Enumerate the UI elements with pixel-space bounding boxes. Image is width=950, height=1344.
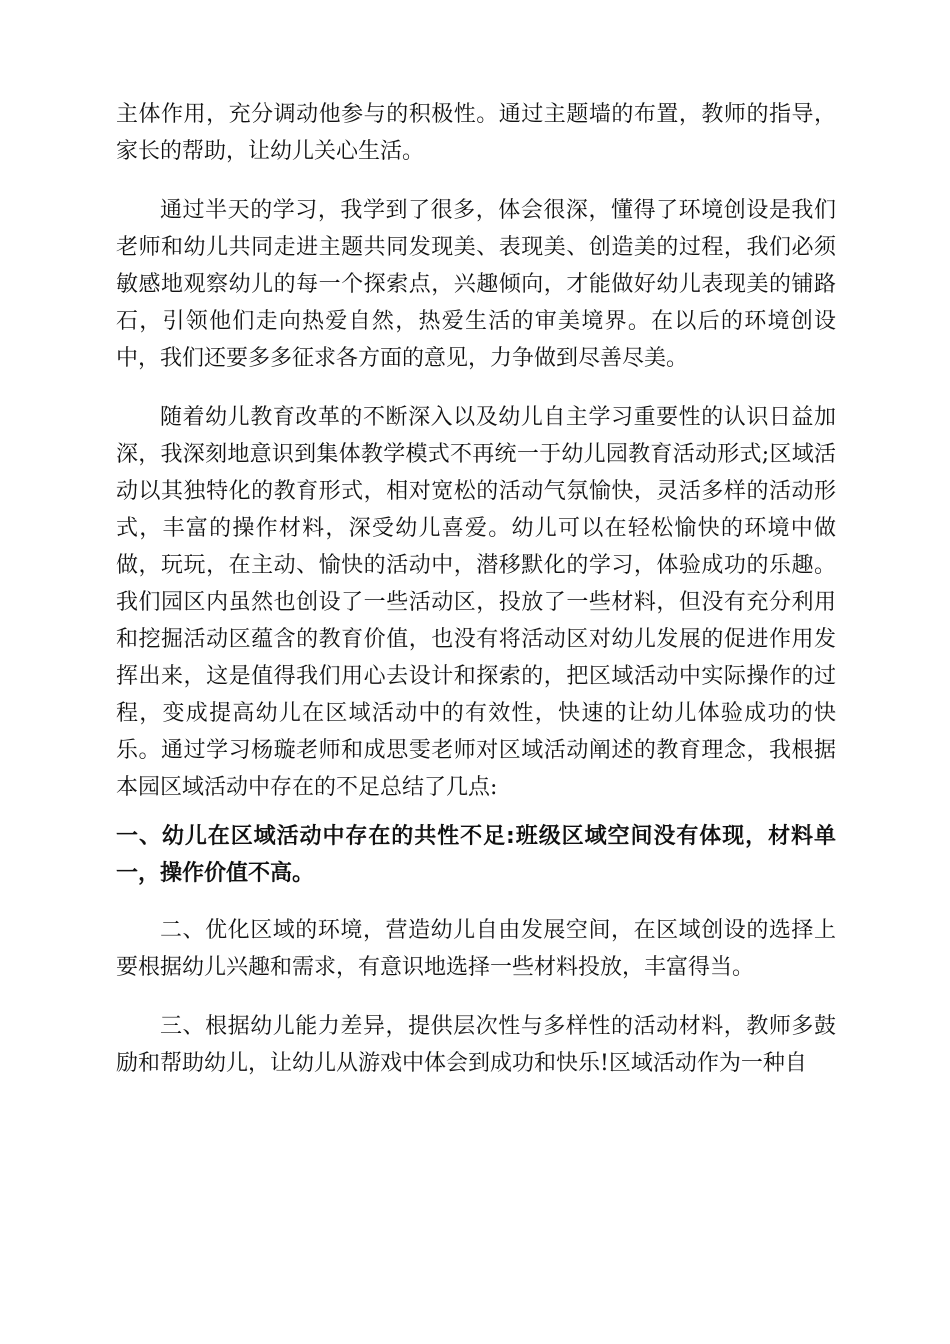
paragraph-section-2: 二、优化区域的环境，营造幼儿自由发展空间，在区域创设的选择上要根据幼儿兴趣和需求，有意识地选择一些材料投放，丰富得当。	[116, 918, 836, 980]
document-page	[116, 96, 836, 1082]
section-heading-1: 一、幼儿在区域活动中存在的共性不足:班级区域空间没有体现，材料单一，操作价值不高。	[116, 824, 836, 886]
paragraph-section-3: 三、根据幼儿能力差异，提供层次性与多样性的活动材料，教师多鼓励和帮助幼儿，让幼儿从游戏中体会到成功和快乐!区域活动作为一种自	[116, 1014, 836, 1076]
paragraph-1: 主体作用，充分调动他参与的积极性。通过主题墙的布置，教师的指导，家长的帮助，让幼儿关心生活。	[116, 102, 836, 164]
paragraph-2: 通过半天的学习，我学到了很多，体会很深，懂得了环境创设是我们老师和幼儿共同走进主题共同发现美、表现美、创造美的过程，我们必须敏感地观察幼儿的每一个探索点，兴趣倾向，才能做好幼儿表现美的铺路石，引领他们走向热爱自然，热爱生活的审美境界。在以后的环境创设中，我们还要多多征求各方面的意见，力争做到尽善尽美。	[116, 198, 836, 371]
paragraph-3: 随着幼儿教育改革的不断深入以及幼儿自主学习重要性的认识日益加深，我深刻地意识到集体教学模式不再统一于幼儿园教育活动形式;区域活动以其独特化的教育形式，相对宽松的活动气氛愉快，灵活多样的活动形式，丰富的操作材料，深受幼儿喜爱。幼儿可以在轻松愉快的环境中做做，玩玩，在主动、愉快的活动中，潜移默化的学习，体验成功的乐趣。我们园区内虽然也创设了一些活动区，投放了一些材料，但没有充分利用和挖掘活动区蕴含的教育价值，也没有将活动区对幼儿发展的促进作用发挥出来，这是值得我们用心去设计和探索的，把区域活动中实际操作的过程，变成提高幼儿在区域活动中的有效性，快速的让幼儿体验成功的快乐。通过学习杨璇老师和成思雯老师对区域活动阐述的教育理念，我根据本园区域活动中存在的不足总结了几点:	[116, 405, 836, 800]
